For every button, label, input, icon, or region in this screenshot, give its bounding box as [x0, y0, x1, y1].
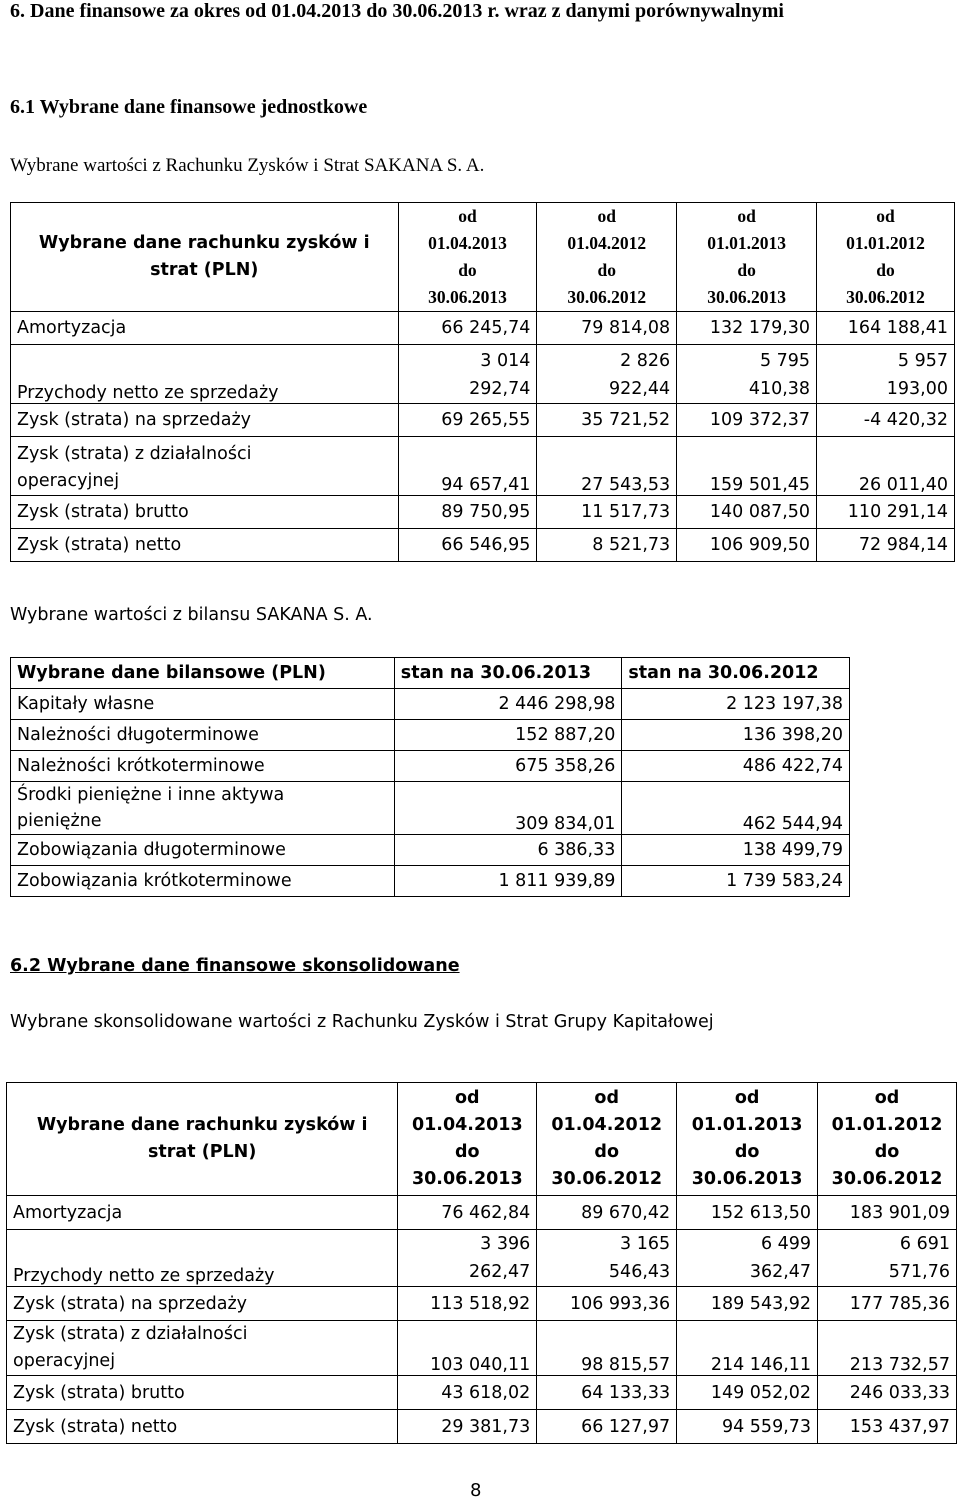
cell-value: 11 517,73 [537, 496, 677, 529]
table-row [11, 404, 955, 437]
table-header-row [11, 658, 850, 689]
cell-value: 152 887,20 [394, 720, 622, 751]
cell-value: 462 544,94 [622, 782, 850, 835]
cell-value: 29 381,73 [398, 1410, 537, 1444]
cell-value: 136 398,20 [622, 720, 850, 751]
cell-value: 152 613,50 [677, 1196, 818, 1230]
cell-value: 132 179,30 [677, 312, 817, 345]
row-label: Środki pieniężne i inne aktywa pieniężne [11, 782, 395, 835]
cell-value: 69 265,55 [398, 404, 537, 437]
row-label: Zysk (strata) z działalności operacyjnej [11, 437, 399, 496]
row-label: Zysk (strata) na sprzedaży [7, 1287, 398, 1321]
table-row [11, 866, 850, 897]
table-row [7, 1321, 957, 1376]
cell-value: 94 559,73 [677, 1410, 818, 1444]
intro-skons: Wybrane skonsolidowane wartości z Rachunku Zysków i Strat Grupy Kapitałowej [10, 1012, 714, 1032]
cell-value: 2 123 197,38 [622, 689, 850, 720]
cell-value: 183 901,09 [818, 1196, 957, 1230]
cell-value: 6 691 571,76 [818, 1230, 957, 1287]
table-row [11, 529, 955, 562]
table-label-header: Wybrane dane rachunku zysków i strat (PLN) [7, 1083, 398, 1196]
cell-value: 177 785,36 [818, 1287, 957, 1321]
cell-value: 309 834,01 [394, 782, 622, 835]
table-label-header: Wybrane dane rachunku zysków i strat (PLN) [11, 203, 399, 312]
cell-value: -4 420,32 [817, 404, 955, 437]
cell-value: 214 146,11 [677, 1321, 818, 1376]
column-header: od 01.01.2012 do 30.06.2012 [817, 203, 955, 312]
intro-rzis: Wybrane wartości z Rachunku Zysków i Strat SAKANA S. A. [10, 155, 485, 176]
table-row [11, 345, 955, 404]
cell-value: 89 750,95 [398, 496, 537, 529]
row-label: Przychody netto ze sprzedaży [11, 345, 399, 404]
cell-value: 486 422,74 [622, 751, 850, 782]
main-heading: 6. Dane finansowe za okres od 01.04.2013 do 30.06.2013 r. wraz z danymi porównywalnymi [10, 0, 784, 22]
table-row [11, 751, 850, 782]
table-row [11, 496, 955, 529]
cell-value: 72 984,14 [817, 529, 955, 562]
cell-value: 2 446 298,98 [394, 689, 622, 720]
cell-value: 113 518,92 [398, 1287, 537, 1321]
cell-value: 138 499,79 [622, 835, 850, 866]
cell-value: 5 795 410,38 [677, 345, 817, 404]
cell-value: 64 133,33 [537, 1376, 677, 1410]
cell-value: 103 040,11 [398, 1321, 537, 1376]
cell-value: 164 188,41 [817, 312, 955, 345]
table-row [11, 312, 955, 345]
cell-value: 66 127,97 [537, 1410, 677, 1444]
cell-value: 43 618,02 [398, 1376, 537, 1410]
cell-value: 109 372,37 [677, 404, 817, 437]
cell-value: 3 165 546,43 [537, 1230, 677, 1287]
cell-value: 98 815,57 [537, 1321, 677, 1376]
table-label-header: Wybrane dane bilansowe (PLN) [11, 658, 395, 689]
table-row [11, 835, 850, 866]
row-label: Zysk (strata) brutto [11, 496, 399, 529]
cell-value: 149 052,02 [677, 1376, 818, 1410]
cell-value: 2 826 922,44 [537, 345, 677, 404]
row-label: Amortyzacja [11, 312, 399, 345]
row-label: Należności długoterminowe [11, 720, 395, 751]
cell-value: 140 087,50 [677, 496, 817, 529]
row-label: Zobowiązania krótkoterminowe [11, 866, 395, 897]
cell-value: 5 957 193,00 [817, 345, 955, 404]
column-header: od 01.04.2012 do 30.06.2012 [537, 203, 677, 312]
rzis-consolidated-table [6, 1082, 957, 1444]
section-heading-6-2: 6.2 Wybrane dane finansowe skonsolidowane [10, 956, 460, 976]
table-row [11, 782, 850, 835]
row-label: Zysk (strata) z działalności operacyjnej [7, 1321, 398, 1376]
cell-value: 66 546,95 [398, 529, 537, 562]
row-label: Należności krótkoterminowe [11, 751, 395, 782]
column-header: stan na 30.06.2012 [622, 658, 850, 689]
row-label: Przychody netto ze sprzedaży [7, 1230, 398, 1287]
cell-value: 94 657,41 [398, 437, 537, 496]
table-row [7, 1196, 957, 1230]
cell-value: 3 014 292,74 [398, 345, 537, 404]
row-label: Amortyzacja [7, 1196, 398, 1230]
bilans-table [10, 657, 850, 897]
cell-value: 159 501,45 [677, 437, 817, 496]
cell-value: 153 437,97 [818, 1410, 957, 1444]
cell-value: 27 543,53 [537, 437, 677, 496]
column-header: od 01.04.2013 do 30.06.2013 [398, 203, 537, 312]
table-row [11, 437, 955, 496]
table-row [7, 1287, 957, 1321]
cell-value: 8 521,73 [537, 529, 677, 562]
table-header-row [7, 1083, 957, 1196]
column-header: od 01.04.2012 do 30.06.2012 [537, 1083, 677, 1196]
cell-value: 189 543,92 [677, 1287, 818, 1321]
row-label: Zysk (strata) netto [7, 1410, 398, 1444]
cell-value: 6 386,33 [394, 835, 622, 866]
cell-value: 1 739 583,24 [622, 866, 850, 897]
column-header: od 01.01.2013 do 30.06.2013 [677, 1083, 818, 1196]
section-heading-6-1: 6.1 Wybrane dane finansowe jednostkowe [10, 96, 368, 118]
table-row [11, 720, 850, 751]
row-label: Zobowiązania długoterminowe [11, 835, 395, 866]
cell-value: 79 814,08 [537, 312, 677, 345]
cell-value: 6 499 362,47 [677, 1230, 818, 1287]
cell-value: 76 462,84 [398, 1196, 537, 1230]
cell-value: 1 811 939,89 [394, 866, 622, 897]
cell-value: 675 358,26 [394, 751, 622, 782]
table-row [7, 1376, 957, 1410]
column-header: od 01.04.2013 do 30.06.2013 [398, 1083, 537, 1196]
column-header: stan na 30.06.2013 [394, 658, 622, 689]
page-number: 8 [470, 1480, 482, 1501]
row-label: Kapitały własne [11, 689, 395, 720]
cell-value: 26 011,40 [817, 437, 955, 496]
table-row [11, 689, 850, 720]
cell-value: 213 732,57 [818, 1321, 957, 1376]
row-label: Zysk (strata) na sprzedaży [11, 404, 399, 437]
row-label: Zysk (strata) netto [11, 529, 399, 562]
cell-value: 66 245,74 [398, 312, 537, 345]
rzis-table [10, 202, 955, 562]
cell-value: 89 670,42 [537, 1196, 677, 1230]
column-header: od 01.01.2012 do 30.06.2012 [818, 1083, 957, 1196]
row-label: Zysk (strata) brutto [7, 1376, 398, 1410]
table-row [7, 1230, 957, 1287]
column-header: od 01.01.2013 do 30.06.2013 [677, 203, 817, 312]
cell-value: 246 033,33 [818, 1376, 957, 1410]
cell-value: 110 291,14 [817, 496, 955, 529]
table-row [7, 1410, 957, 1444]
cell-value: 3 396 262,47 [398, 1230, 537, 1287]
cell-value: 106 993,36 [537, 1287, 677, 1321]
cell-value: 106 909,50 [677, 529, 817, 562]
cell-value: 35 721,52 [537, 404, 677, 437]
intro-bilans: Wybrane wartości z bilansu SAKANA S. A. [10, 605, 373, 625]
table-header-row [11, 203, 955, 312]
